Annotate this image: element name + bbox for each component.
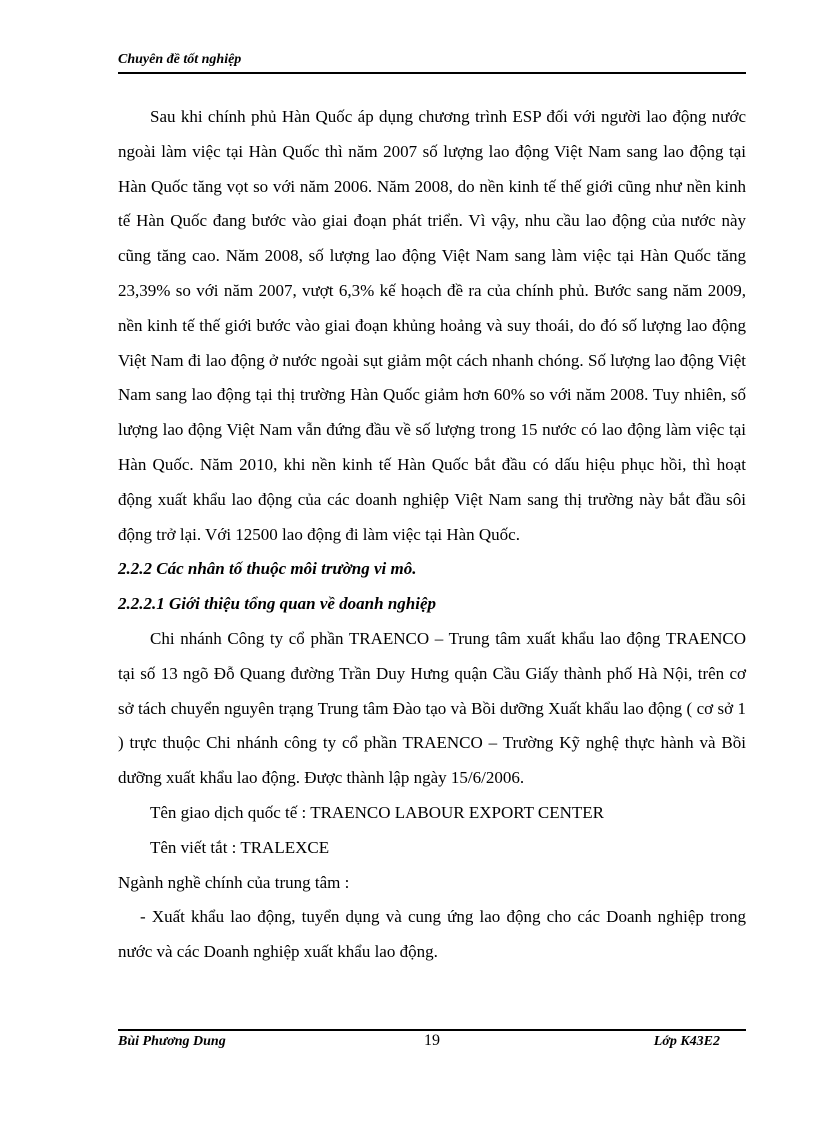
footer-rule — [118, 1029, 746, 1031]
running-header: Chuyên đề tốt nghiệp — [118, 52, 242, 67]
page-number: 19 — [424, 1032, 440, 1049]
running-footer — [118, 1034, 746, 1056]
footer-class: Lớp K43E2 — [653, 1034, 720, 1049]
paragraph-company-intro: Chi nhánh Công ty cổ phần TRAENCO – Trung tâm xuất khẩu lao động TRAENCO tại số 13 ngõ Đỗ Quang đường Trần Duy Hưng quận Cầu Giấy thành phố Hà Nội, trên cơ sở tách chuyển nguyên trạng Trung tâm Đào tạo và Bồi dưỡng Xuất khẩu lao động ( cơ sở 1 ) trực thuộc Chi nhánh công ty cổ phần TRAENCO – Trường Kỹ nghệ thực hành và Bồi dưỡng xuất khẩu lao động. Được thành lập ngày 15/6/2006. — [118, 628, 746, 788]
main-business-label: Ngành nghề chính của trung tâm : — [118, 872, 350, 892]
section-heading-company-overview: 2.2.2.1 Giới thiệu tổng quan về doanh nghiệp — [118, 594, 437, 614]
short-name: Tên viết tắt : TRALEXCE — [150, 837, 330, 857]
section-heading-micro-factors: 2.2.2 Các nhân tố thuộc môi trường vi mô. — [118, 559, 417, 579]
main-business-item: - Xuất khẩu lao động, tuyển dụng và cung ứng lao động cho các Doanh nghiệp trong nước và các Doanh nghiệp xuất khẩu lao động. — [118, 907, 746, 962]
page-body — [118, 100, 746, 970]
paragraph-korea-labour: Sau khi chính phủ Hàn Quốc áp dụng chương trình ESP đối với người lao động nước ngoài làm việc tại Hàn Quốc thì năm 2007 số lượng lao động Việt Nam sang lao động tại Hàn Quốc tăng vọt so với năm 2006. Năm 2008, do nền kinh tế thế giới cũng như nền kinh tế Hàn Quốc đang bước vào giai đoạn phát triển. Vì vậy, nhu cầu lao động của nước này cũng tăng cao. Năm 2008, số lượng lao động Việt Nam sang làm việc tại Hàn Quốc tăng 23,39% so với năm 2007, vượt 6,3% kế hoạch đề ra của chính phủ. Bước sang năm 2009, nền kinh tế thế giới bước vào giai đoạn khủng hoảng và suy thoái, do đó số lượng lao động Việt Nam đi lao động ở nước ngoài sụt giảm một cách nhanh chóng. Số lượng lao động Việt Nam sang lao động tại thị trường Hàn Quốc giảm hơn 60% so với năm 2008. Tuy nhiên, số lượng lao động Việt Nam vẫn đứng đầu về số lượng trong 15 nước có lao động làm việc tại Hàn Quốc. Năm 2010, khi nền kinh tế Hàn Quốc bắt đầu có dấu hiệu phục hồi, thì hoạt động xuất khẩu lao động của các doanh nghiệp Việt Nam sang thị trường này bắt đầu sôi động trở lại. Với 12500 lao động đi làm việc tại Hàn Quốc. — [118, 107, 746, 544]
intl-trade-name: Tên giao dịch quốc tế : TRAENCO LABOUR EXPORT CENTER — [150, 802, 605, 822]
header-rule — [118, 72, 746, 74]
footer-author: Bùi Phương Dung — [118, 1034, 226, 1049]
